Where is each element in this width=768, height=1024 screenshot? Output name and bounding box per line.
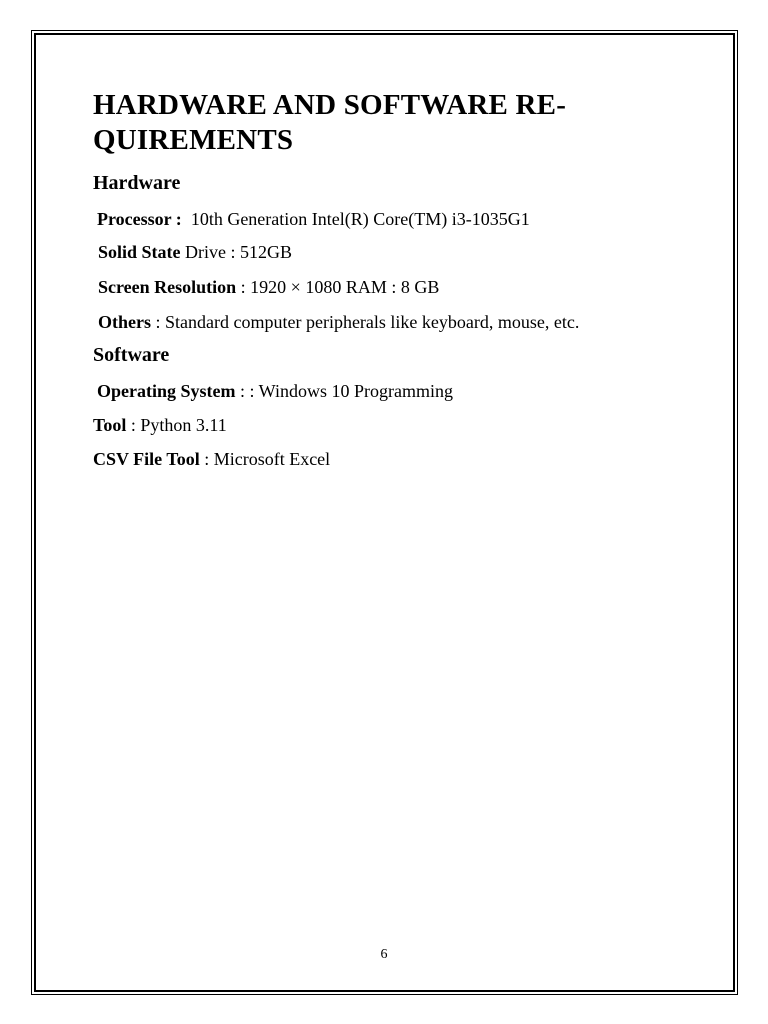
software-heading: Software bbox=[93, 344, 170, 366]
hardware-item-storage bbox=[98, 241, 292, 263]
hardware-heading: Hardware bbox=[93, 172, 181, 194]
hardware-item-value: : 1920 × 1080 RAM : 8 GB bbox=[240, 277, 440, 297]
software-item-value: : : Windows 10 Programming bbox=[240, 381, 453, 401]
software-item-os bbox=[97, 380, 453, 402]
hardware-item-label: Screen Resolution bbox=[98, 277, 237, 297]
hardware-item-value: 10th Generation Intel(R) Core(TM) i3-1035G1 bbox=[190, 209, 530, 229]
page-title-line-1: HARDWARE AND SOFTWARE RE- bbox=[93, 89, 567, 121]
hardware-item-value: Drive : 512GB bbox=[185, 242, 293, 262]
page-title bbox=[93, 88, 633, 158]
software-item-csv-tool bbox=[93, 448, 330, 470]
hardware-item-label: Processor : bbox=[97, 209, 182, 229]
hardware-item-processor bbox=[97, 208, 530, 230]
software-item-tool bbox=[93, 414, 227, 436]
hardware-item-label: Others bbox=[98, 312, 151, 332]
software-item-value: : Microsoft Excel bbox=[204, 449, 331, 469]
hardware-item-screen bbox=[98, 276, 439, 298]
software-item-value: : Python 3.11 bbox=[130, 415, 227, 435]
software-item-label: Tool bbox=[93, 415, 127, 435]
software-item-label: Operating System bbox=[97, 381, 236, 401]
hardware-item-label: Solid State bbox=[98, 242, 181, 262]
page-title-line-2: QUIREMENTS bbox=[93, 124, 294, 156]
hardware-item-others bbox=[98, 311, 579, 333]
software-item-label: CSV File Tool bbox=[93, 449, 200, 469]
hardware-item-value: : Standard computer peripherals like keyboard, mouse, etc. bbox=[155, 312, 580, 332]
page-number: 6 bbox=[380, 947, 388, 962]
